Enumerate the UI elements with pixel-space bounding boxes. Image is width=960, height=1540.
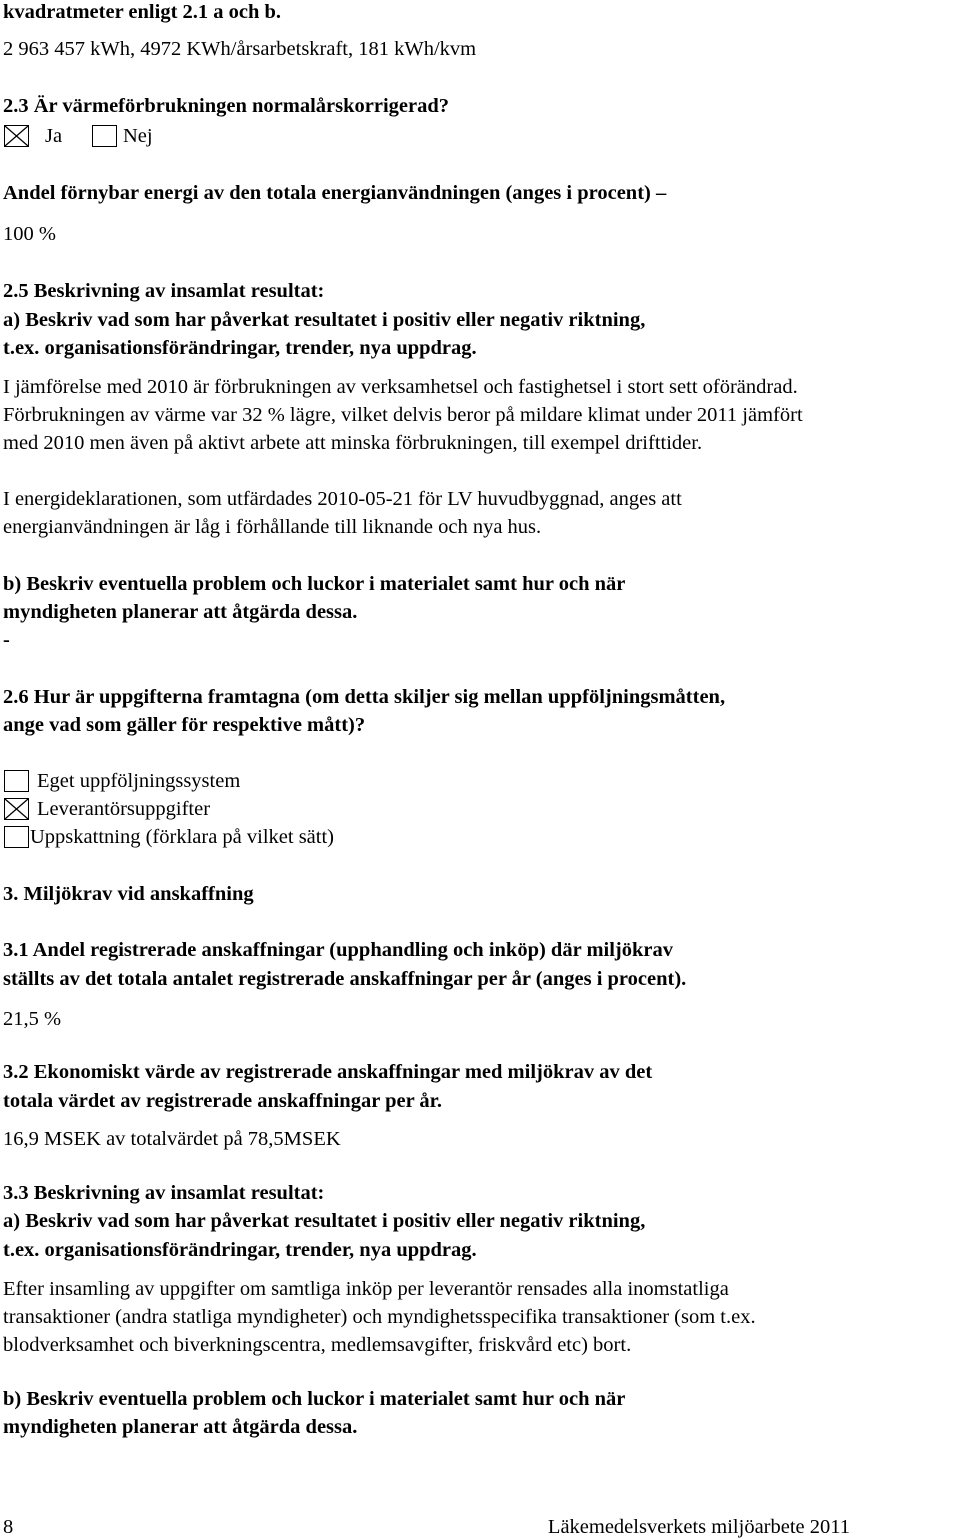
question-2-6-line-1: 2.6 Hur är uppgifterna framtagna (om detta skiljer sig mellan uppföljningsmåtten, [3,686,726,708]
checkbox-label-eget: Eget uppföljningssystem [37,770,241,792]
renewable-share-value: 100 % [3,223,56,245]
answer-3-3-a-line-1: Efter insamling av uppgifter om samtliga inköp per leverantör rensades alla inomstatliga [3,1278,729,1300]
answer-3-1: 21,5 % [3,1008,62,1030]
page-number: 8 [3,1516,14,1538]
checkbox-leverantorsuppgifter-checked[interactable] [4,798,29,820]
heading-2-5: 2.5 Beskrivning av insamlat resultat: [3,280,325,302]
question-2-3: 2.3 Är värmeförbrukningen normalårskorrigerad? [3,95,450,117]
answer-2-5-a-line-4: I energideklarationen, som utfärdades 2010-05-21 för LV huvudbyggnad, anges att [3,488,682,510]
section-3-heading: 3. Miljökrav vid anskaffning [3,883,254,905]
answer-2-5-a-line-1: I jämförelse med 2010 är förbrukningen av verksamhetsel och fastighetsel i stort sett oförändrad. [3,376,798,398]
question-2-6-line-2: ange vad som gäller för respektive mått)? [3,714,366,736]
checkbox-label-uppskattning: Uppskattning (förklara på vilket sätt) [30,826,334,848]
checkbox-uppskattning[interactable] [4,826,29,848]
question-3-3-b-line-1: b) Beskriv eventuella problem och luckor i materialet samt hur och när [3,1388,626,1410]
question-2-5-b-line-2: myndigheten planerar att åtgärda dessa. [3,601,358,623]
heading-3-3: 3.3 Beskrivning av insamlat resultat: [3,1182,325,1204]
question-3-1-line-2: ställts av det totala antalet registrerade anskaffningar per år (anges i procent). [3,968,687,990]
question-3-3-b-line-2: myndigheten planerar att åtgärda dessa. [3,1416,358,1438]
question-3-1-line-1: 3.1 Andel registrerade anskaffningar (upphandling och inköp) där miljökrav [3,939,673,961]
checkbox-nej[interactable] [92,125,117,147]
intro-line-1: kvadratmeter enligt 2.1 a och b. [3,1,282,23]
answer-3-3-a-line-2: transaktioner (andra statliga myndigheter) och myndighetsspecifika transaktioner (som t.ex. [3,1306,756,1328]
answer-3-2: 16,9 MSEK av totalvärdet på 78,5MSEK [3,1128,341,1150]
answer-2-5-b: - [3,629,10,651]
cross-mark-icon [5,799,28,819]
question-3-2-line-1: 3.2 Ekonomiskt värde av registrerade anskaffningar med miljökrav av det [3,1061,653,1083]
cross-mark-icon [5,126,28,146]
checkbox-ja-checked[interactable] [4,125,29,147]
answer-2-5-a-line-2: Förbrukningen av värme var 32 % lägre, vilket delvis beror på mildare klimat under 2011 jämfört [3,404,803,426]
renewable-share-label: Andel förnybar energi av den totala energianvändningen (anges i procent) – [3,182,667,204]
question-2-5-b-line-1: b) Beskriv eventuella problem och luckor i materialet samt hur och när [3,573,626,595]
question-3-3-a-line-1: a) Beskriv vad som har påverkat resultatet i positiv eller negativ riktning, [3,1210,646,1232]
answer-3-3-a-line-3: blodverksamhet och biverkningscentra, medlemsavgifter, friskvård etc) bort. [3,1334,632,1356]
checkbox-eget-uppfoljningssystem[interactable] [4,770,29,792]
checkbox-label-ja: Ja [45,125,63,147]
question-2-5-a-line-2: t.ex. organisationsförändringar, trender, nya uppdrag. [3,337,477,359]
checkbox-label-leverantor: Leverantörsuppgifter [37,798,211,820]
checkbox-label-nej: Nej [123,125,153,147]
question-3-3-a-line-2: t.ex. organisationsförändringar, trender, nya uppdrag. [3,1239,477,1261]
footer-title: Läkemedelsverkets miljöarbete 2011 [547,1516,850,1538]
question-3-2-line-2: totala värdet av registrerade anskaffningar per år. [3,1090,443,1112]
energy-figures: 2 963 457 kWh, 4972 KWh/årsarbetskraft, 181 kWh/kvm [3,38,477,60]
answer-2-5-a-line-3: med 2010 men även på aktivt arbete att minska förbrukningen, till exempel drifttider. [3,432,703,454]
answer-2-5-a-line-5: energianvändningen är låg i förhållande till liknande och nya hus. [3,516,542,538]
question-2-5-a-line-1: a) Beskriv vad som har påverkat resultatet i positiv eller negativ riktning, [3,309,646,331]
